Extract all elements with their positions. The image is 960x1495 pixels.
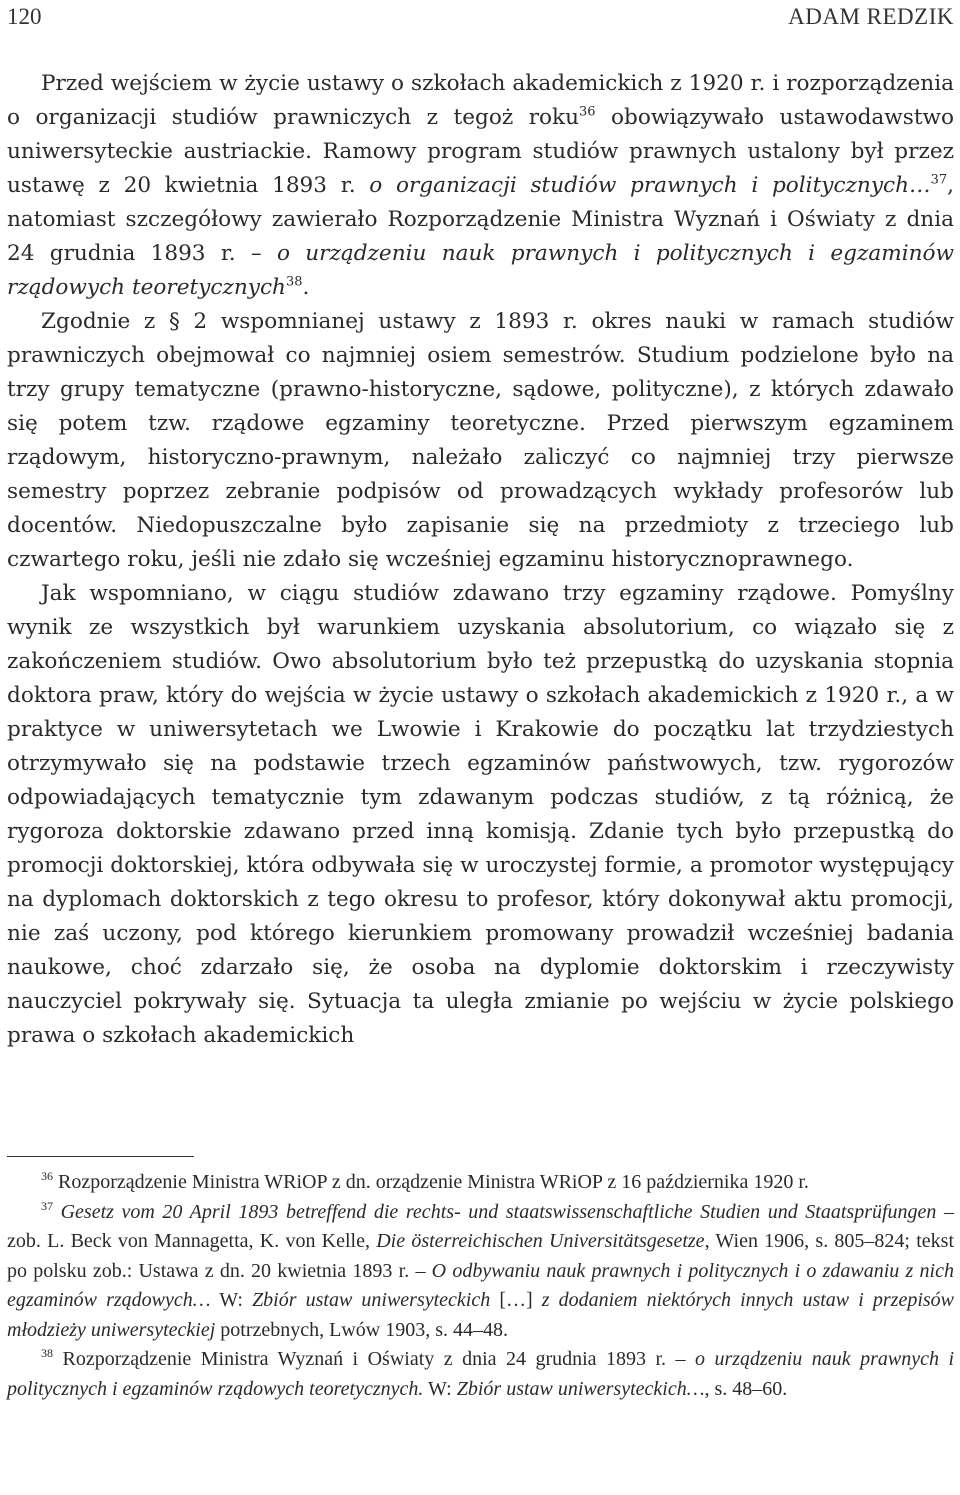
footnote-38 — [7, 1345, 954, 1404]
running-title: ADAM REDZIK — [788, 4, 954, 29]
italic-text: z dodaniem niektórych innych ustaw i przepisów młodzieży uniwersyteckiej — [7, 1289, 955, 1341]
paragraph-3 — [7, 577, 954, 1053]
running-header — [7, 4, 954, 34]
italic-text: – o urządzeniu nauk prawnych i politycznych i egzaminów rządowych teoretycznych. — [7, 1348, 954, 1400]
footnote-ref: 36 — [41, 1169, 53, 1184]
italic-text: Die österreichischen Universitätsgesetze — [376, 1230, 705, 1252]
footnote-ref: 38 — [285, 274, 303, 290]
text-run: , Wien 1906, s. 805–824; tekst po polsku zob.: Ustawa z dn. 20 kwietnia 1893 r. — [7, 1230, 954, 1282]
footnote-ref: 36 — [579, 104, 596, 120]
text-run: , natomiast szczegółowy zawierało Rozporządzenie Ministra Wyznań i Oświaty z dnia 24 grudnia 1893 r. — [7, 173, 954, 266]
footnote-ref: 38 — [41, 1346, 53, 1361]
footnote-ref: 37 — [930, 172, 948, 188]
main-text — [7, 67, 954, 1053]
text-run: , s. 48–60. — [704, 1377, 788, 1400]
footnote-ref: 37 — [41, 1198, 53, 1213]
text-run: W: — [210, 1289, 253, 1311]
text-run: obowiązywało ustawodawstwo uniwersyteckie austriackie. Ramowy program studiów prawnych ustalony był przez ustawę z 20 kwietnia 1893 r. — [7, 105, 954, 198]
paragraph-2 — [7, 305, 954, 577]
text-run: Jak wspomniano, w ciągu studiów zdawano trzy egzaminy rządowe. Pomyślny wynik ze wszystkich był warunkiem uzyskania absolutorium, co wiązało się z zakończeniem studiów. Owo absolutorium było też przepustką do uzyskania stopnia doktora praw, który do wejścia w życie ustawy o szkołach akademickich z 1920 r., a w praktyce w uniwersytetach we Lwowie i Krakowie do początku lat trzydziestych otrzymywało się na podstawie trzech egzaminów państwowych, tzw. rygorozów odpowiadających tematycznie tym zdawanym podczas studiów, z tą różnicą, że rygoroza doktorskie zdawano przed inną komisją. Zdanie tych było przepustką do promocji doktorskiej, która odbywała się w uroczystej formie, a promotor występujący na dyplomach doktorskich z tego okresu to profesor, który dokonywał aktu promocji, nie zaś uczony, pod którego kierunkiem promowany prowadził wcześniej badania naukowe, choć zdarzało się, że osoba na dyplomie doktorskim i rzeczywisty nauczyciel pokrywały się. Sytuacja ta uległa zmianie po wejściu w życie polskiego prawa o szkołach akademickich — [7, 581, 954, 1048]
text-run: Przed wejściem w życie ustawy o szkołach akademickich z 1920 r. i rozporządzenia o organizacji studiów prawniczych z tegoż roku — [7, 71, 954, 130]
italic-text: Gesetz vom 20 April 1893 betreffend die rechts- und staatswissenschaftliche Studien und Staatsprüfungen — [60, 1200, 937, 1223]
text-run: – zob. L. Beck von Mannagetta, K. von Kelle, — [7, 1200, 954, 1252]
text-run: . — [302, 275, 310, 300]
text-run: potrzebnych, Lwów 1903, s. 44–48. — [215, 1318, 509, 1341]
text-run — [53, 1201, 61, 1223]
italic-text: o organizacji studiów prawnych i politycznych… — [369, 173, 931, 198]
text-run: Rozporządzenie Ministra Wyznań i Oświaty z dnia 24 grudnia 1893 r. — [53, 1348, 676, 1370]
footnote-37 — [7, 1198, 954, 1346]
text-run: […] — [490, 1289, 542, 1311]
italic-text: – O odbywaniu nauk prawnych i politycznych i o zdawaniu z nich egzaminów rządowych… — [7, 1259, 954, 1311]
italic-text: Zbiór ustaw uniwersyteckich — [252, 1289, 491, 1311]
footnote-36 — [7, 1168, 954, 1198]
text-run: W: — [423, 1377, 457, 1400]
italic-text: – o urządzeniu nauk prawnych i politycznych i egzaminów rządowych teoretycznych — [7, 241, 954, 300]
page-number: 120 — [7, 4, 42, 29]
text-run: Zgodnie z § 2 wspomnianej ustawy z 1893 r. okres nauki w ramach studiów prawniczych obejmował co najmniej osiem semestrów. Studium podzielone było na trzy grupy tematyczne (prawno-historyczne, sądowe, polityczne), z których zdawało się potem tzw. rządowe egzaminy teoretyczne. Przed pierwszym egzaminem rządowym, historyczno-prawnym, należało zaliczyć co najmniej trzy pierwsze semestry poprzez zebranie podpisów od prowadzących wykłady profesorów lub docentów. Niedopuszczalne było zapisanie się na przedmioty z trzeciego lub czwartego roku, jeśli nie zdało się wcześniej egzaminu historycznoprawnego. — [7, 309, 954, 572]
italic-text: Zbiór ustaw uniwersyteckich… — [456, 1377, 705, 1400]
footnotes — [7, 1168, 954, 1404]
text-run: Rozporządzenie Ministra WRiOP z dn. orządzenie Ministra WRiOP z 16 października 1920 r. — [53, 1171, 809, 1193]
paragraph-1 — [7, 67, 954, 305]
footnote-separator — [7, 1156, 194, 1157]
